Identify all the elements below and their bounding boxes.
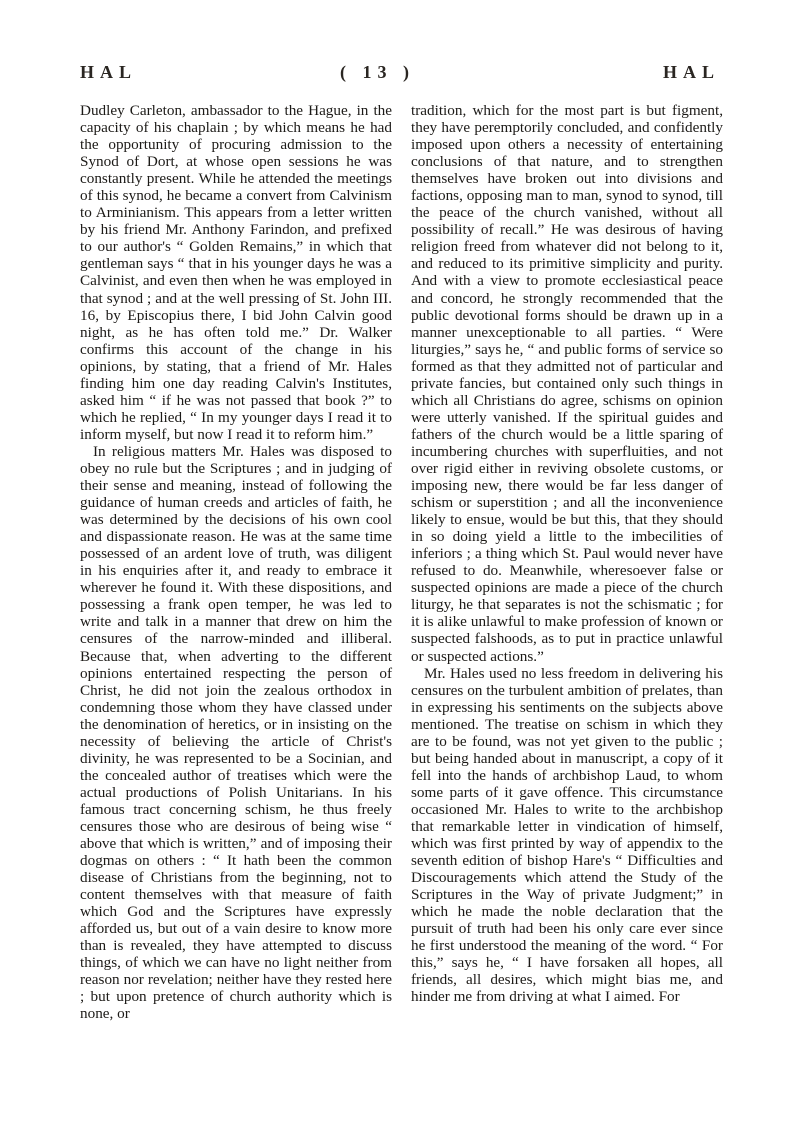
left-column — [80, 102, 392, 1023]
paragraph: tradition, which for the most part is but figment, they have peremptorily concluded, and confidently imposed upon others a necessity of entertaining conclusions of that nature, and to strengthen themselves have broken out into divisions and factions, opposing man to man, synod to synod, till the peace of the church vanished, without all possibility of recall.” He was desirous of having religion freed from whatever did not belong to it, and reduced to its primitive simplicity and purity. And with a view to promote ecclesiastical peace and concord, he strongly recommended that the public devotional forms should be drawn up in a manner unexceptionable to all parties. “ Were liturgies,” says he, “ and public forms of service so formed as that they admitted not of particular and private fancies, but contained only such things in which all Christians do agree, schisms on opinion were utterly vanished. If the spiritual guides and fathers of the church would be a little sparing of incumbering churches with superfluities, and not over rigid either in reviving obsolete customs, or imposing new, there would be far less danger of schism or superstition ; and all the inconvenience likely to ensue, would be but this, that they should in so doing yield a little to the imbecilities of inferiors ; a thing which St. Paul would never have refused to do. Meanwhile, wheresoever false or suspected opinions are made a piece of the church liturgy, he that separates is not the schismatic ; for it is alike unlawful to make profession of known or suspected falshoods, as to put in practice unlawful or suspected actions.” — [411, 102, 723, 665]
paragraph: Dudley Carleton, ambassador to the Hague, in the capacity of his chaplain ; by which means he had the opportunity of procuring admission to the Synod of Dort, at whose open sessions he was constantly present. While he attended the meetings of this synod, he became a convert from Calvinism to Arminianism. This appears from a letter written by his friend Mr. Anthony Farindon, and prefixed to our author's “ Golden Remains,” in which that gentleman says “ that in his younger days he was a Calvinist, and even then when he was employed in that synod ; and at the well pressing of St. John III. 16, by Episcopius there, I bid John Calvin good night, as he has often told me.” Dr. Walker confirms this account of the change in his opinions, by stating, that a friend of Mr. Hales finding him one day reading Calvin's Institutes, asked him “ if he was not passed that book ?” to which he replied, “ In my younger days I read it to inform myself, but now I read it to reform him.” — [80, 102, 392, 443]
running-header — [80, 62, 720, 90]
paragraph: Mr. Hales used no less freedom in delivering his censures on the turbulent ambition of prelates, than in expressing his sentiments on the subjects above mentioned. The treatise on schism in which they are to be found, was not yet given to the public ; but being handed about in manuscript, a copy of it fell into the hands of archbishop Laud, to whom some parts of it gave offence. This circumstance occasioned Mr. Hales to write to the archbishop that remarkable letter in vindication of himself, which was first printed by way of appendix to the seventh edition of bishop Hare's “ Difficulties and Discouragements which attend the Study of the Scriptures in the Way of private Judgment;” in which he made the noble declaration that the pursuit of truth had been his only care ever since he first understood the meaning of the word. “ For this,” says he, “ I have forsaken all hopes, all friends, all desires, which might bias me, and hinder me from driving at what I aimed. For — [411, 664, 723, 1006]
right-column — [411, 102, 723, 1005]
paragraph: In religious matters Mr. Hales was disposed to obey no rule but the Scriptures ; and in judging of their sense and meaning, instead of following the guidance of human creeds and articles of faith, he was determined by the decisions of his own cool and dispassionate reason. He was at the same time possessed of an ardent love of truth, was diligent in his enquiries after it, and ready to embrace it wherever he found it. With these dispositions, and possessing a frank open temper, he was led to write and talk in a manner that drew on him the censures of the narrow-minded and illiberal. Because that, when adverting to the different opinions entertained respecting the person of Christ, he did not join the zealous orthodox in condemning those whom they have classed under the denomination of heretics, or in insisting on the necessity of believing the article of Christ's divinity, he was represented to be a Socinian, and the concealed author of treatises which were the actual productions of Polish Unitarians. In his famous tract concerning schism, he thus freely censures those who are desirous of being wise “ above that which is written,” and of imposing their dogmas on others : “ It hath been the common disease of Christians from the beginning, not to content themselves with that measure of faith which God and the Scriptures have expressly afforded us, but out of a vain desire to know more than is revealed, they have attempted to discuss things, of which we can have no light neither from reason nor revelation; neither have they rested here ; but upon pretence of church authority which is none, or — [80, 442, 392, 1023]
header-left-title: HAL — [80, 62, 138, 82]
header-right-title: HAL — [662, 62, 720, 82]
page-number: ( 13 ) — [340, 62, 415, 82]
